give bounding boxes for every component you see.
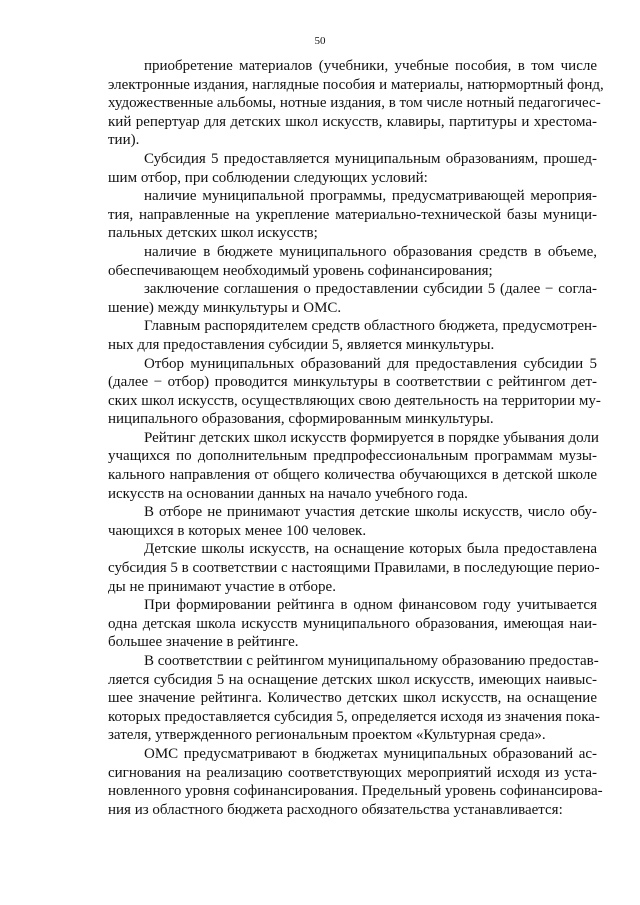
text-line: ляется субсидия 5 на оснащение детских школ искусств, имеющих наивыс- bbox=[108, 671, 597, 688]
text-line: кального направления от общего количества обучающихся в детской школе bbox=[108, 467, 597, 484]
text-line: пальных детских школ искусств; bbox=[108, 225, 318, 242]
text-line: В отборе не принимают участия детские школы искусств, число обу- bbox=[144, 504, 597, 521]
text-line: ных для предоставления субсидии 5, является минкультуры. bbox=[108, 336, 495, 353]
text-line: заключение соглашения о предоставлении субсидии 5 (далее − согла- bbox=[144, 281, 597, 298]
text-line: искусств на основании данных на начало учебного года. bbox=[108, 485, 468, 502]
text-line: приобретение материалов (учебники, учебные пособия, в том числе bbox=[144, 58, 597, 74]
text-line: художественные альбомы, нотные издания, в том числе нотный педагогичес- bbox=[108, 95, 601, 112]
text-line: шение) между минкультуры и ОМС. bbox=[108, 299, 342, 316]
text-line: наличие в бюджете муниципального образования средств в объеме, bbox=[144, 243, 597, 260]
text-line: большее значение в рейтинге. bbox=[108, 634, 299, 651]
text-line: сигнования на реализацию соответствующих мероприятий исходя из уста- bbox=[108, 764, 597, 781]
text-line: В соответствии с рейтингом муниципальному образованию предостав- bbox=[144, 653, 599, 669]
text-line: субсидия 5 в соответствии с настоящими Правилами, в последующие перио- bbox=[108, 560, 600, 577]
text-line: ских школ искусств, осуществляющих свою деятельность на территории му- bbox=[108, 392, 601, 409]
text-line: новленного уровня софинансирования. Предельный уровень софинансирова- bbox=[108, 783, 603, 800]
text-line: Рейтинг детских школ искусств формируется в порядке убывания доли bbox=[144, 429, 599, 446]
text-line: тия, направленные на укрепление материально-технической базы муници- bbox=[108, 206, 597, 223]
text-line: наличие муниципальной программы, предусматривающей мероприя- bbox=[144, 188, 597, 205]
text-line: обеспечивающем необходимый уровень софинансирования; bbox=[108, 262, 493, 279]
text-line: ды не принимают участие в отборе. bbox=[108, 578, 336, 595]
text-line: чающихся в которых менее 100 человек. bbox=[108, 522, 367, 539]
text-line: зателя, утвержденного региональным проектом «Культурная среда». bbox=[108, 727, 546, 744]
text-line: ниципального образования, сформированным минкультуры. bbox=[108, 411, 494, 428]
text-line: ния из областного бюджета расходного обязательства устанавливается: bbox=[108, 801, 563, 818]
document-body bbox=[108, 57, 604, 819]
text-line: одна детская школа искусств муниципального образования, имеющая наи- bbox=[108, 615, 597, 632]
text-line: Отбор муниципальных образований для предоставления субсидии 5 bbox=[144, 355, 597, 372]
text-line: учащихся по дополнительным предпрофессиональным программам музы- bbox=[108, 448, 597, 465]
page-number: 50 bbox=[314, 35, 326, 47]
text-line: При формировании рейтинга в одном финансовом году учитывается bbox=[144, 597, 597, 614]
text-line: (далее − отбор) проводится минкультуры в соответствии с рейтингом дет- bbox=[108, 374, 597, 391]
text-line: Субсидия 5 предоставляется муниципальным образованиям, прошед- bbox=[144, 150, 597, 167]
text-line: электронные издания, наглядные пособия и материалы, натюрмортный фонд, bbox=[108, 76, 604, 93]
text-line: ОМС предусматривают в бюджетах муниципальных образований ас- bbox=[144, 745, 597, 762]
text-line: Детские школы искусств, на оснащение которых была предоставлена bbox=[144, 541, 597, 558]
text-line: которых предоставляется субсидия 5, определяется исходя из значения пока- bbox=[108, 708, 600, 725]
text-line: кий репертуар для детских школ искусств, клавиры, партитуры и хрестома- bbox=[108, 113, 597, 130]
text-line: шим отбор, при соблюдении следующих условий: bbox=[108, 169, 428, 186]
text-line: шее значение рейтинга. Количество детских школ искусств, на оснащение bbox=[108, 690, 597, 707]
text-line: Главным распорядителем средств областного бюджета, предусмотрен- bbox=[144, 318, 597, 335]
text-line: тии). bbox=[108, 132, 140, 149]
